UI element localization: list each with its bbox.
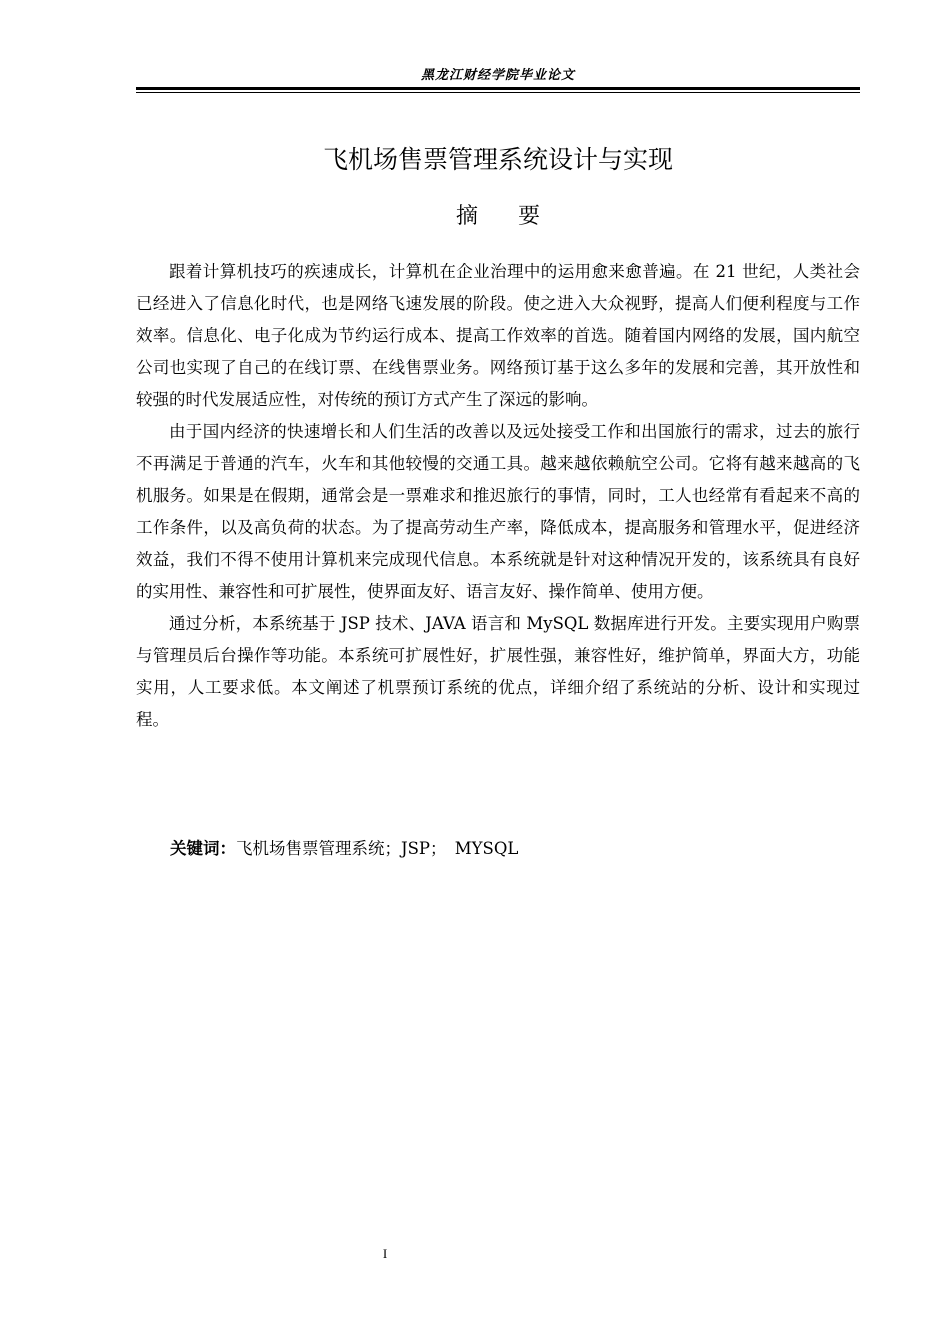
keywords-label: 关键词： (170, 839, 236, 858)
page-number: I (382, 1246, 388, 1261)
document-title: 飞机场售票管理系统设计与实现 (322, 145, 673, 174)
header-rule-thin (136, 92, 860, 93)
abstract-heading: 摘要 (455, 204, 580, 229)
keywords-value: 飞机场售票管理系统；JSP； MYSQL (236, 839, 519, 858)
header-rule-thick (136, 87, 860, 90)
abstract-paragraph-3: 通过分析，本系统基于 JSP 技术、JAVA 语言和 MySQL 数据库进行开发。主要实现用户购票与管理员后台操作等功能。本系统可扩展性好，扩展性强，兼容性好，维护简单，界面大方，功能实用，人工要求低。本文阐述了机票预订系统的优点，详细介绍了系统站的分析、设计和实现过程。 (136, 614, 860, 729)
keywords-line (170, 833, 518, 865)
abstract-body (136, 256, 860, 736)
running-header: 黑龙江财经学院毕业论文 (420, 68, 575, 83)
abstract-paragraph-1: 跟着计算机技巧的疾速成长，计算机在企业治理中的运用愈来愈普遍。在 21 世纪，人类社会已经进入了信息化时代，也是网络飞速发展的阶段。使之进入大众视野，提高人们便利程度与工作效率。信息化、电子化成为节约运行成本、提高工作效率的首选。随着国内网络的发展，国内航空公司也实现了自己的在线订票、在线售票业务。网络预订基于这么多年的发展和完善，其开放性和较强的时代发展适应性，对传统的预订方式产生了深远的影响。 (136, 262, 860, 409)
abstract-paragraph-2: 由于国内经济的快速增长和人们生活的改善以及远处接受工作和出国旅行的需求，过去的旅行不再满足于普通的汽车，火车和其他较慢的交通工具。越来越依赖航空公司。它将有越来越高的飞机服务。如果是在假期，通常会是一票难求和推迟旅行的事情，同时，工人也经常有看起来不高的工作条件，以及高负荷的状态。为了提高劳动生产率，降低成本，提高服务和管理水平，促进经济效益，我们不得不使用计算机来完成现代信息。本系统就是针对这种情况开发的，该系统具有良好的实用性、兼容性和可扩展性，使界面友好、语言友好、操作简单、使用方便。 (136, 422, 860, 601)
